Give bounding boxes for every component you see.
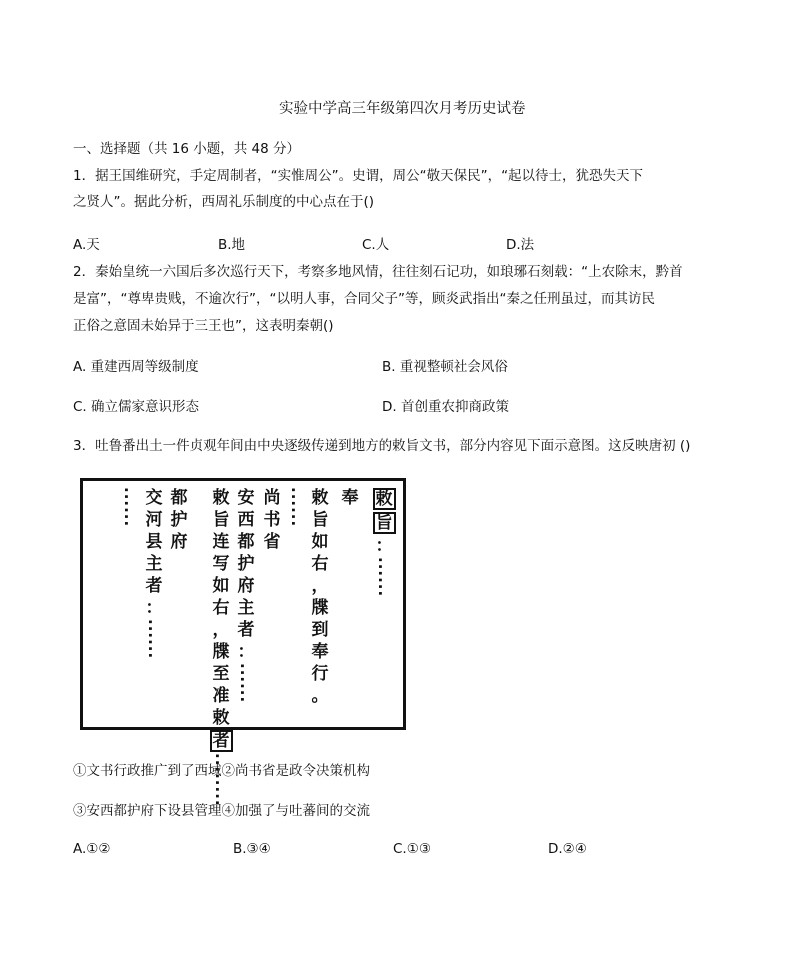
decree-char: ： xyxy=(145,598,163,618)
decree-char: 西 xyxy=(237,510,255,530)
decree-char: 书 xyxy=(263,510,281,530)
decree-char: 奉 xyxy=(341,488,359,508)
decree-char: 敕 xyxy=(212,488,230,508)
decree-char: 河 xyxy=(145,510,163,530)
question-2-option-d[interactable]: D. 首创重农抑商政策 xyxy=(382,399,509,415)
decree-ellipsis: ...... xyxy=(121,487,139,528)
question-3-line-1: 3．吐鲁番出土一件贞观年间由中央逐级传递到地方的敕旨文书，部分内容见下面示意图。这反映唐初 () xyxy=(73,438,691,454)
question-1-option-d[interactable]: D.法 xyxy=(506,237,535,253)
decree-char: ： xyxy=(375,536,393,556)
question-2-line-3: 正俗之意固未始异于三王也”，这表明秦朝() xyxy=(73,318,334,334)
question-3-statement-1: ①文书行政推广到了西域②尚书省是政令决策机构 xyxy=(73,763,370,779)
decree-char: 连 xyxy=(212,532,230,552)
decree-char: 行 xyxy=(311,664,329,684)
question-3-statement-2: ③安西都护府下设县管理④加强了与吐蕃间的交流 xyxy=(73,803,370,819)
decree-char: 奉 xyxy=(311,642,329,662)
question-1-option-b[interactable]: B.地 xyxy=(218,237,246,253)
decree-char: 者 xyxy=(237,620,255,640)
decree-char: 尚 xyxy=(263,488,281,508)
decree-char: 都 xyxy=(170,488,188,508)
decree-column xyxy=(339,487,361,509)
question-3-option-a[interactable]: A.①② xyxy=(73,841,111,857)
question-3-option-b[interactable]: B.③④ xyxy=(233,841,271,857)
question-1-option-c[interactable]: C.人 xyxy=(362,237,390,253)
decree-column xyxy=(373,487,395,597)
decree-ellipsis: ...... xyxy=(288,487,306,528)
decree-char: ， xyxy=(311,576,329,596)
decree-char: 敕 xyxy=(212,708,230,728)
decree-char: 到 xyxy=(311,620,329,640)
question-1-line-1: 1．据王国维研究，手定周制者，“实惟周公”。史谓，周公“敬天保民”，“起以待士，犹恐失天下 xyxy=(73,168,644,184)
decree-boxed-char: 者 xyxy=(210,730,233,752)
exam-title: 实验中学高三年级第四次月考历史试卷 xyxy=(279,101,526,117)
question-2-line-2: 是富”，“尊卑贵贱，不逾次行”，“以明人事，合同父子”等，顾炎武指出“秦之任刑虽过，而其访民 xyxy=(73,291,655,307)
question-1-line-2: 之贤人”。据此分析，西周礼乐制度的中心点在于() xyxy=(73,194,375,210)
decree-ellipsis: ...... xyxy=(145,619,163,660)
decree-char: 右 xyxy=(212,598,230,618)
decree-char: 县 xyxy=(145,532,163,552)
question-3-option-c[interactable]: C.①③ xyxy=(393,841,431,857)
decree-column xyxy=(210,487,232,807)
decree-char: 旨 xyxy=(311,510,329,530)
decree-char: 主 xyxy=(237,598,255,618)
decree-char: 安 xyxy=(237,488,255,508)
decree-boxed-char: 敕 xyxy=(373,488,396,510)
decree-char: 至 xyxy=(212,664,230,684)
decree-column xyxy=(235,487,257,703)
decree-char: 牒 xyxy=(311,598,329,618)
decree-char: 右 xyxy=(311,554,329,574)
decree-char: 牒 xyxy=(212,642,230,662)
decree-char: 护 xyxy=(237,554,255,574)
decree-column xyxy=(168,487,190,553)
decree-char: 敕 xyxy=(311,488,329,508)
decree-char: ： xyxy=(237,642,255,662)
decree-char: 准 xyxy=(212,686,230,706)
decree-column xyxy=(143,487,165,659)
decree-column xyxy=(261,487,283,553)
decree-char: 。 xyxy=(311,686,329,706)
decree-char: 写 xyxy=(212,554,230,574)
decree-column xyxy=(119,487,141,527)
decree-char: 旨 xyxy=(212,510,230,530)
decree-char: 主 xyxy=(145,554,163,574)
decree-ellipsis: ........ xyxy=(212,753,230,807)
decree-char: ， xyxy=(212,620,230,640)
decree-char: 交 xyxy=(145,488,163,508)
decree-char: 省 xyxy=(263,532,281,552)
question-1-option-a[interactable]: A.天 xyxy=(73,237,100,253)
section-header: 一、选择题（共 16 小题，共 48 分） xyxy=(73,141,301,157)
decree-char: 都 xyxy=(237,532,255,552)
decree-ellipsis: ...... xyxy=(237,663,255,704)
question-2-option-b[interactable]: B. 重视整顿社会风俗 xyxy=(382,359,508,375)
decree-char: 者 xyxy=(145,576,163,596)
decree-char: 如 xyxy=(311,532,329,552)
decree-column xyxy=(309,487,331,707)
question-2-option-c[interactable]: C. 确立儒家意识形态 xyxy=(73,399,200,415)
decree-boxed-char: 旨 xyxy=(373,512,396,534)
decree-char: 府 xyxy=(170,532,188,552)
decree-ellipsis: ...... xyxy=(375,557,393,598)
decree-char: 如 xyxy=(212,576,230,596)
decree-column xyxy=(286,487,308,527)
decree-char: 护 xyxy=(170,510,188,530)
question-2-line-1: 2．秦始皇统一六国后多次巡行天下，考察多地风情，往往刻石记功，如琅琊石刻载：“上农除末，黔首 xyxy=(73,264,683,280)
decree-char: 府 xyxy=(237,576,255,596)
question-3-option-d[interactable]: D.②④ xyxy=(548,841,587,857)
question-2-option-a[interactable]: A. 重建西周等级制度 xyxy=(73,359,199,375)
